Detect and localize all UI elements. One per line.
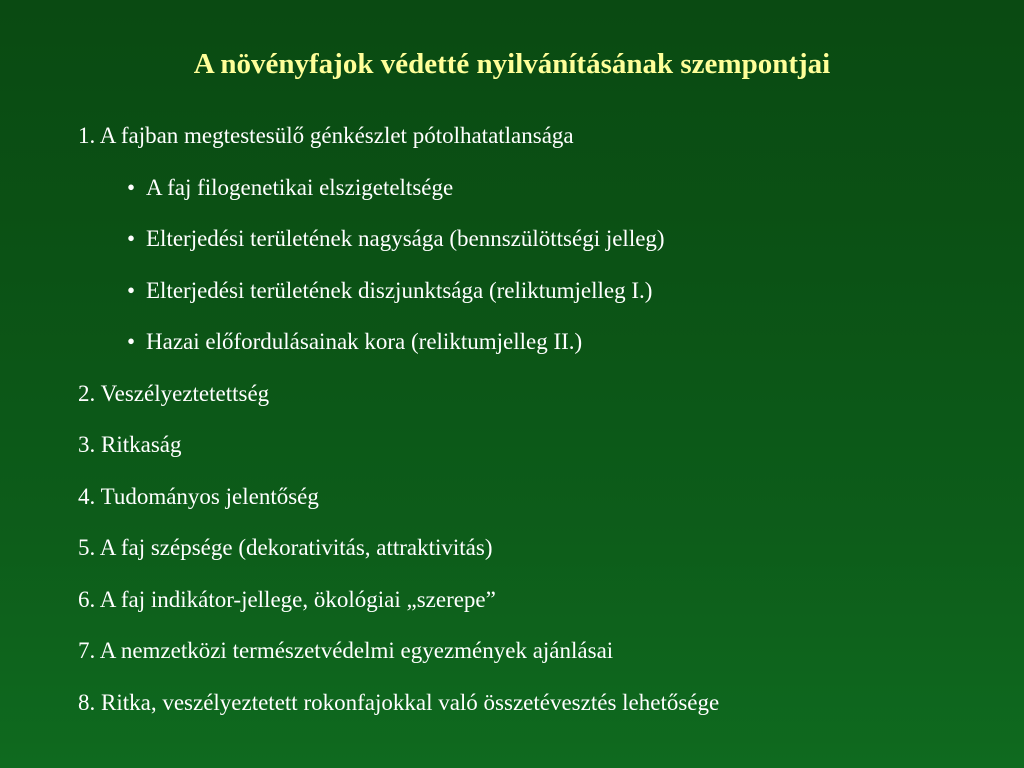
list-item-text: 2. Veszélyeztetettség <box>78 380 270 406</box>
list-item-text: 4. Tudományos jelentőség <box>78 483 319 509</box>
sub-item-text: A faj filogenetikai elszigeteltsége <box>146 174 454 200</box>
list-item-6 <box>78 582 998 618</box>
list-item-2 <box>78 376 998 412</box>
bullet-icon: • <box>127 329 136 354</box>
list-item-4 <box>78 479 998 515</box>
slide-title: A növényfajok védetté nyilvánításának szempontjai <box>193 48 831 80</box>
list-item-7 <box>78 633 998 669</box>
sub-item-text: Elterjedési területének nagysága (bennszülöttségi jelleg) <box>146 226 665 251</box>
list-item-5 <box>78 530 998 566</box>
bullet-icon: • <box>127 226 136 251</box>
slide-content <box>78 118 998 736</box>
sub-item-3 <box>78 273 998 309</box>
sub-item-1 <box>78 170 998 206</box>
sub-item-4 <box>78 324 998 360</box>
sub-item-text: Hazai előfordulásainak kora (reliktumjelleg II.) <box>146 329 583 354</box>
sub-item-text: Elterjedési területének diszjunktsága (reliktumjelleg I.) <box>146 277 653 303</box>
list-item-text: 1. A fajban megtestesülő génkészlet pótolhatatlansága <box>78 123 574 148</box>
list-item-1 <box>78 118 998 154</box>
list-item-3 <box>78 427 998 463</box>
list-item-text: 7. A nemzetközi természetvédelmi egyezmények ajánlásai <box>78 638 614 663</box>
list-item-text: 8. Ritka, veszélyeztetett rokonfajokkal való összetévesztés lehetősége <box>78 689 720 715</box>
list-item-text: 3. Ritkaság <box>78 432 182 457</box>
bullet-icon: • <box>127 277 136 303</box>
sub-item-2 <box>78 221 998 257</box>
list-item-text: 6. A faj indikátor-jellege, ökológiai „szerepe” <box>78 586 496 612</box>
bullet-icon: • <box>127 174 136 200</box>
list-item-8 <box>78 685 998 721</box>
list-item-text: 5. A faj szépsége (dekorativitás, attraktivitás) <box>78 535 493 560</box>
